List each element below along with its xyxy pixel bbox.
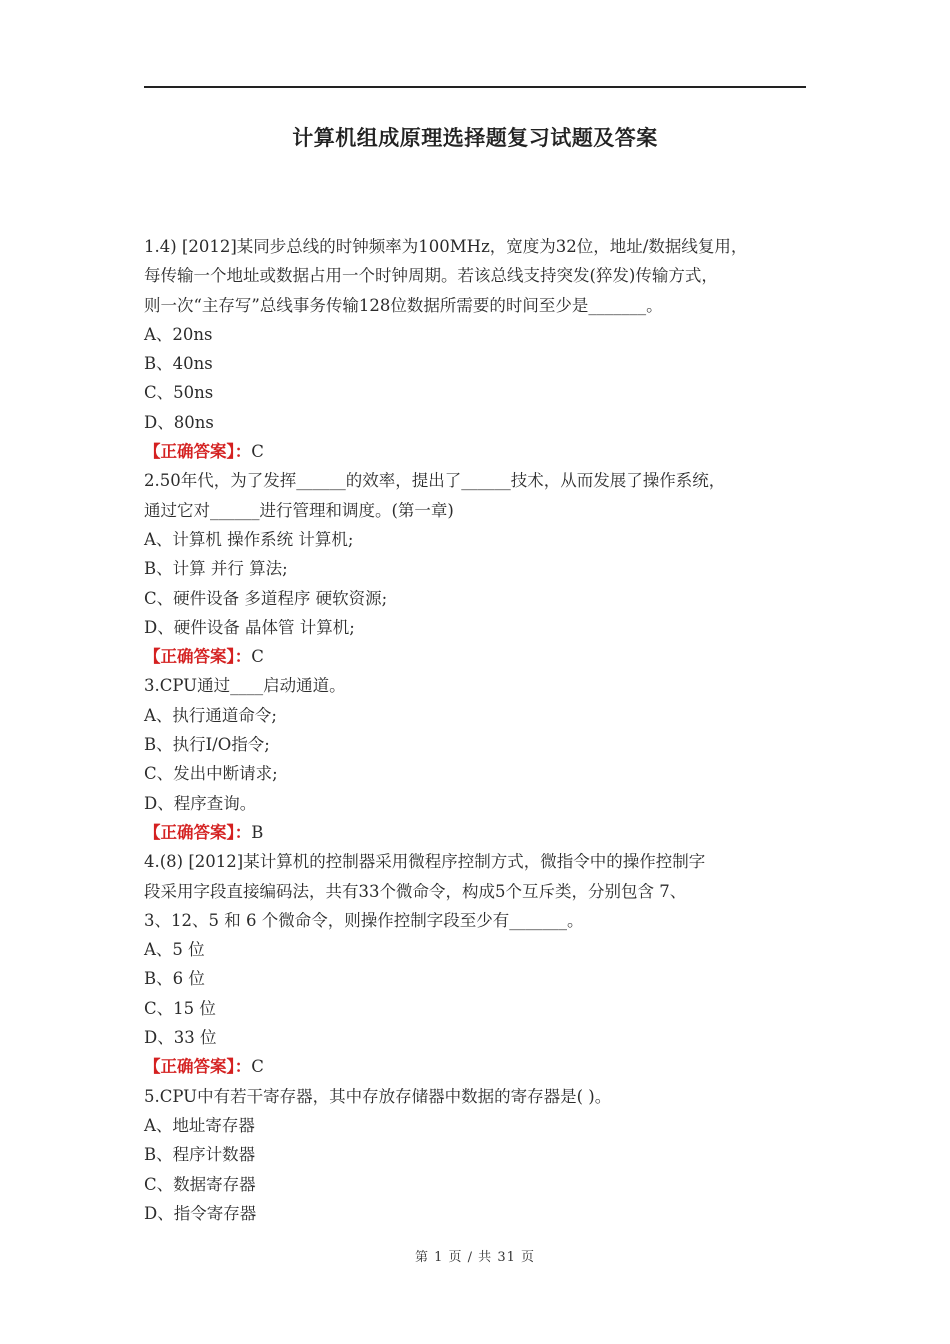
answer-value: C <box>251 647 264 667</box>
option-c: C、15 位 <box>144 998 216 1018</box>
option-c: C、50ns <box>144 383 214 403</box>
option-c: C、数据寄存器 <box>144 1174 256 1194</box>
option-a: A、20ns <box>144 324 213 344</box>
option-c: C、发出中断请求; <box>144 764 278 784</box>
option-b: B、40ns <box>144 354 213 374</box>
option-b: B、计算 并行 算法; <box>144 559 288 579</box>
option-a: A、地址寄存器 <box>144 1115 255 1135</box>
answer-label: 【正确答案】： <box>144 1057 252 1077</box>
question-stem-line: 则一次“主存写”总线事务传输128位数据所需要的时间至少是_______。 <box>144 295 663 315</box>
answer-value: B <box>251 822 264 842</box>
option-c: C、硬件设备 多道程序 硬软资源; <box>144 588 388 608</box>
question-list <box>144 232 824 1228</box>
option-b: B、程序计数器 <box>144 1145 256 1165</box>
document-title: 计算机组成原理选择题复习试题及答案 <box>292 126 658 150</box>
answer-label: 【正确答案】： <box>144 442 252 462</box>
option-d: D、80ns <box>144 412 214 432</box>
question-4 <box>144 847 824 1081</box>
question-5 <box>144 1082 824 1228</box>
page-number: 第 1 页 / 共 31 页 <box>415 1250 535 1265</box>
option-d: D、指令寄存器 <box>144 1203 257 1223</box>
question-stem-line: 每传输一个地址或数据占用一个时钟周期。若该总线支持突发(猝发)传输方式， <box>144 266 718 286</box>
answer-line <box>144 1052 824 1081</box>
answer-line <box>144 437 824 466</box>
option-a: A、执行通道命令; <box>144 705 277 725</box>
answer-label: 【正确答案】： <box>144 647 252 667</box>
answer-value: C <box>251 1057 264 1077</box>
answer-value: C <box>251 442 264 462</box>
option-d: D、程序查询。 <box>144 793 257 813</box>
question-2 <box>144 466 824 671</box>
question-stem-line: 1.4) [2012]某同步总线的时钟频率为100MHz，宽度为32位，地址/数据线复用， <box>144 237 748 256</box>
header-rule <box>144 86 806 88</box>
option-a: A、计算机 操作系统 计算机; <box>144 529 354 549</box>
question-stem-line: 段采用字段直接编码法，共有33个微命令，构成5个互斥类，分别包含 7、 <box>144 881 687 901</box>
question-1 <box>144 232 824 466</box>
answer-label: 【正确答案】： <box>144 822 252 842</box>
answer-line <box>144 818 824 847</box>
answer-line <box>144 642 824 671</box>
question-stem-line: 3.CPU通过____启动通道。 <box>144 676 346 696</box>
question-stem-line: 2.50年代，为了发挥______的效率，提出了______技术，从而发展了操作系统， <box>144 471 726 491</box>
option-b: B、执行I/O指令; <box>144 735 270 755</box>
option-b: B、6 位 <box>144 969 205 989</box>
question-stem-line: 3、12、5 和 6 个微命令，则操作控制字段至少有_______。 <box>144 910 584 930</box>
option-a: A、5 位 <box>144 940 205 960</box>
option-d: D、硬件设备 晶体管 计算机; <box>144 617 355 637</box>
question-stem-line: 通过它对______进行管理和调度。(第一章) <box>144 500 454 520</box>
question-stem-line: 5.CPU中有若干寄存器，其中存放存储器中数据的寄存器是( )。 <box>144 1086 612 1106</box>
option-d: D、33 位 <box>144 1028 217 1048</box>
question-stem-line: 4.(8) [2012]某计算机的控制器采用微程序控制方式，微指令中的操作控制字 <box>144 852 706 872</box>
question-3 <box>144 671 824 847</box>
